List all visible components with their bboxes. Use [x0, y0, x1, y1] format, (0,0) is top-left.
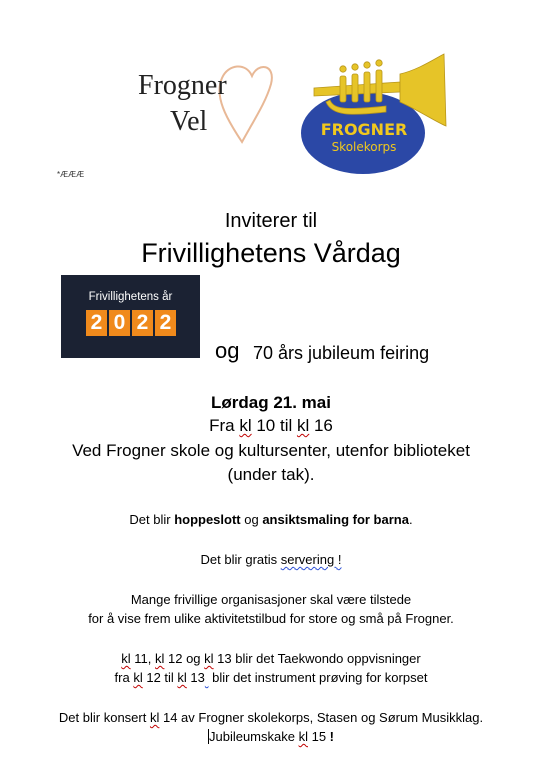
- stray-characters: *ÆÆÆ: [57, 170, 85, 179]
- skolekorps-emblem: [300, 52, 450, 177]
- kl-word: kl: [204, 651, 214, 666]
- info-text: Jubileumskake: [208, 729, 299, 744]
- info-text: Det blir: [129, 512, 175, 527]
- info-text: 13 blir det Taekwondo oppvisninger: [213, 651, 421, 666]
- info-organisations-1: Mange frivillige organisasjoner skal være tilstede: [130, 592, 412, 607]
- info-organisations-2: for å vise frem ulike aktivitetstilbud for store og små på Frogner.: [88, 611, 454, 626]
- info-bold: ansiktsmaling for barna: [262, 512, 409, 527]
- info-text: fra: [114, 670, 134, 685]
- info-concert: [0, 710, 542, 725]
- info-cake: [0, 729, 542, 744]
- info-text: Det blir gratis: [200, 552, 281, 567]
- event-title: Frivillighetens Vårdag: [141, 238, 401, 268]
- info-bold: hoppeslott: [174, 512, 241, 527]
- info-text: Det blir konsert: [58, 710, 150, 725]
- time-prefix: Fra: [209, 416, 240, 435]
- year-digit: 2: [86, 310, 107, 336]
- event-location-note: (under tak).: [227, 465, 315, 484]
- info-text: 13: [186, 670, 205, 685]
- skolekorps-name: FROGNER: [320, 120, 408, 139]
- frogner-vel-vel: Vel: [170, 106, 208, 137]
- frogner-vel-logo: [130, 58, 280, 150]
- event-location: Ved Frogner skole og kultursenter, utenfor biblioteket: [72, 441, 470, 460]
- info-text: .: [408, 512, 413, 527]
- kl-word: kl: [155, 651, 165, 666]
- kl-word: kl: [239, 416, 252, 435]
- kl-word: kl: [296, 416, 310, 435]
- info-text: blir det instrument prøving for korpset: [208, 670, 428, 685]
- info-serving: [0, 552, 542, 567]
- info-taekwondo: [0, 651, 542, 666]
- frivillighetens-ar-badge: [61, 275, 200, 358]
- frogner-vel-name: Frogner: [138, 70, 227, 101]
- info-text: 15: [307, 729, 330, 744]
- badge-title: Frivillighetens år: [88, 291, 173, 303]
- info-text: 14 av Frogner skolekorps, Stasen og Sørum Musikklag.: [159, 710, 484, 725]
- kl-word: kl: [298, 729, 308, 744]
- jubilee-text: 70 års jubileum feiring: [253, 343, 430, 363]
- invite-heading: Inviterer til: [224, 210, 318, 232]
- time-mid: 10 til: [251, 416, 297, 435]
- info-bold: !: [329, 729, 335, 744]
- event-time: [0, 416, 542, 436]
- kl-word: kl: [121, 651, 131, 666]
- info-activities: [0, 512, 542, 527]
- time-end: 16: [309, 416, 333, 435]
- info-instrument: [0, 670, 542, 685]
- info-text: 12 til: [142, 670, 178, 685]
- info-text: og: [240, 512, 263, 527]
- og-word: og: [215, 338, 240, 363]
- year-digit: 2: [155, 310, 176, 336]
- info-text: servering !: [280, 552, 342, 567]
- skolekorps-subtitle: Skolekorps: [331, 140, 397, 154]
- event-date: Lørdag 21. mai: [211, 393, 331, 412]
- kl-word: kl: [149, 710, 160, 725]
- kl-word: kl: [133, 670, 143, 685]
- info-text: 12 og: [164, 651, 205, 666]
- info-text: 11,: [130, 651, 155, 666]
- year-digit: 0: [109, 310, 130, 336]
- frogner-skolekorps-logo: [300, 52, 450, 177]
- kl-word: kl: [177, 670, 187, 685]
- year-digit: 2: [132, 310, 153, 336]
